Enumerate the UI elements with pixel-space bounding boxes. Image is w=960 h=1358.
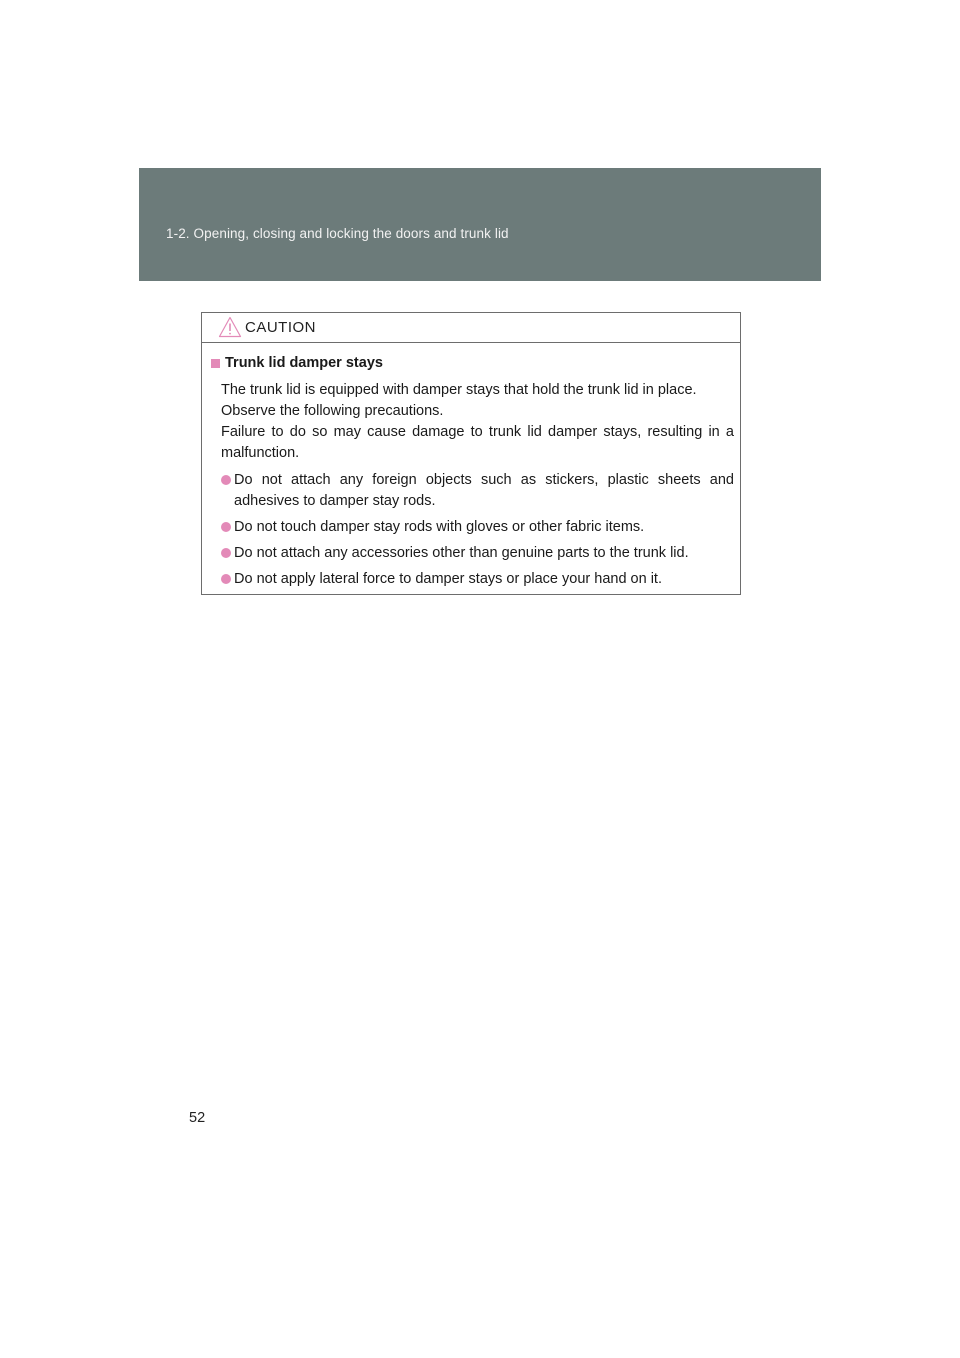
header-band bbox=[139, 168, 821, 281]
list-item-text: Do not apply lateral force to damper stays or place your hand on it. bbox=[234, 571, 662, 587]
round-bullet-icon bbox=[221, 548, 231, 558]
caution-paragraph bbox=[221, 380, 734, 464]
list-item bbox=[211, 569, 734, 590]
square-bullet-icon bbox=[211, 359, 220, 368]
list-item bbox=[211, 543, 734, 564]
caution-body bbox=[202, 343, 740, 590]
section-title-text: Trunk lid damper stays bbox=[225, 355, 383, 371]
paragraph-line: Observe the following precautions. bbox=[221, 403, 444, 419]
paragraph-line: Failure to do so may cause damage to trunk lid damper stays, resulting in a malfunction. bbox=[221, 424, 734, 461]
caution-box bbox=[201, 312, 741, 595]
precaution-list bbox=[211, 470, 734, 590]
list-item bbox=[211, 470, 734, 512]
list-item-text: Do not attach any accessories other than genuine parts to the trunk lid. bbox=[234, 545, 689, 561]
caution-title: CAUTION bbox=[245, 319, 316, 336]
list-item-text: Do not touch damper stay rods with gloves or other fabric items. bbox=[234, 519, 645, 535]
round-bullet-icon bbox=[221, 475, 231, 485]
round-bullet-icon bbox=[221, 522, 231, 532]
caution-header bbox=[202, 313, 740, 343]
list-item bbox=[211, 517, 734, 538]
round-bullet-icon bbox=[221, 574, 231, 584]
list-item-text: Do not attach any foreign objects such as stickers, plastic sheets and adhesives to damper stay rods. bbox=[234, 472, 734, 509]
paragraph-line: The trunk lid is equipped with damper stays that hold the trunk lid in place. bbox=[221, 382, 697, 398]
warning-triangle-icon bbox=[218, 316, 242, 338]
section-title bbox=[211, 355, 734, 371]
section-header: 1-2. Opening, closing and locking the doors and trunk lid bbox=[166, 226, 509, 241]
page-number: 52 bbox=[189, 1110, 206, 1126]
